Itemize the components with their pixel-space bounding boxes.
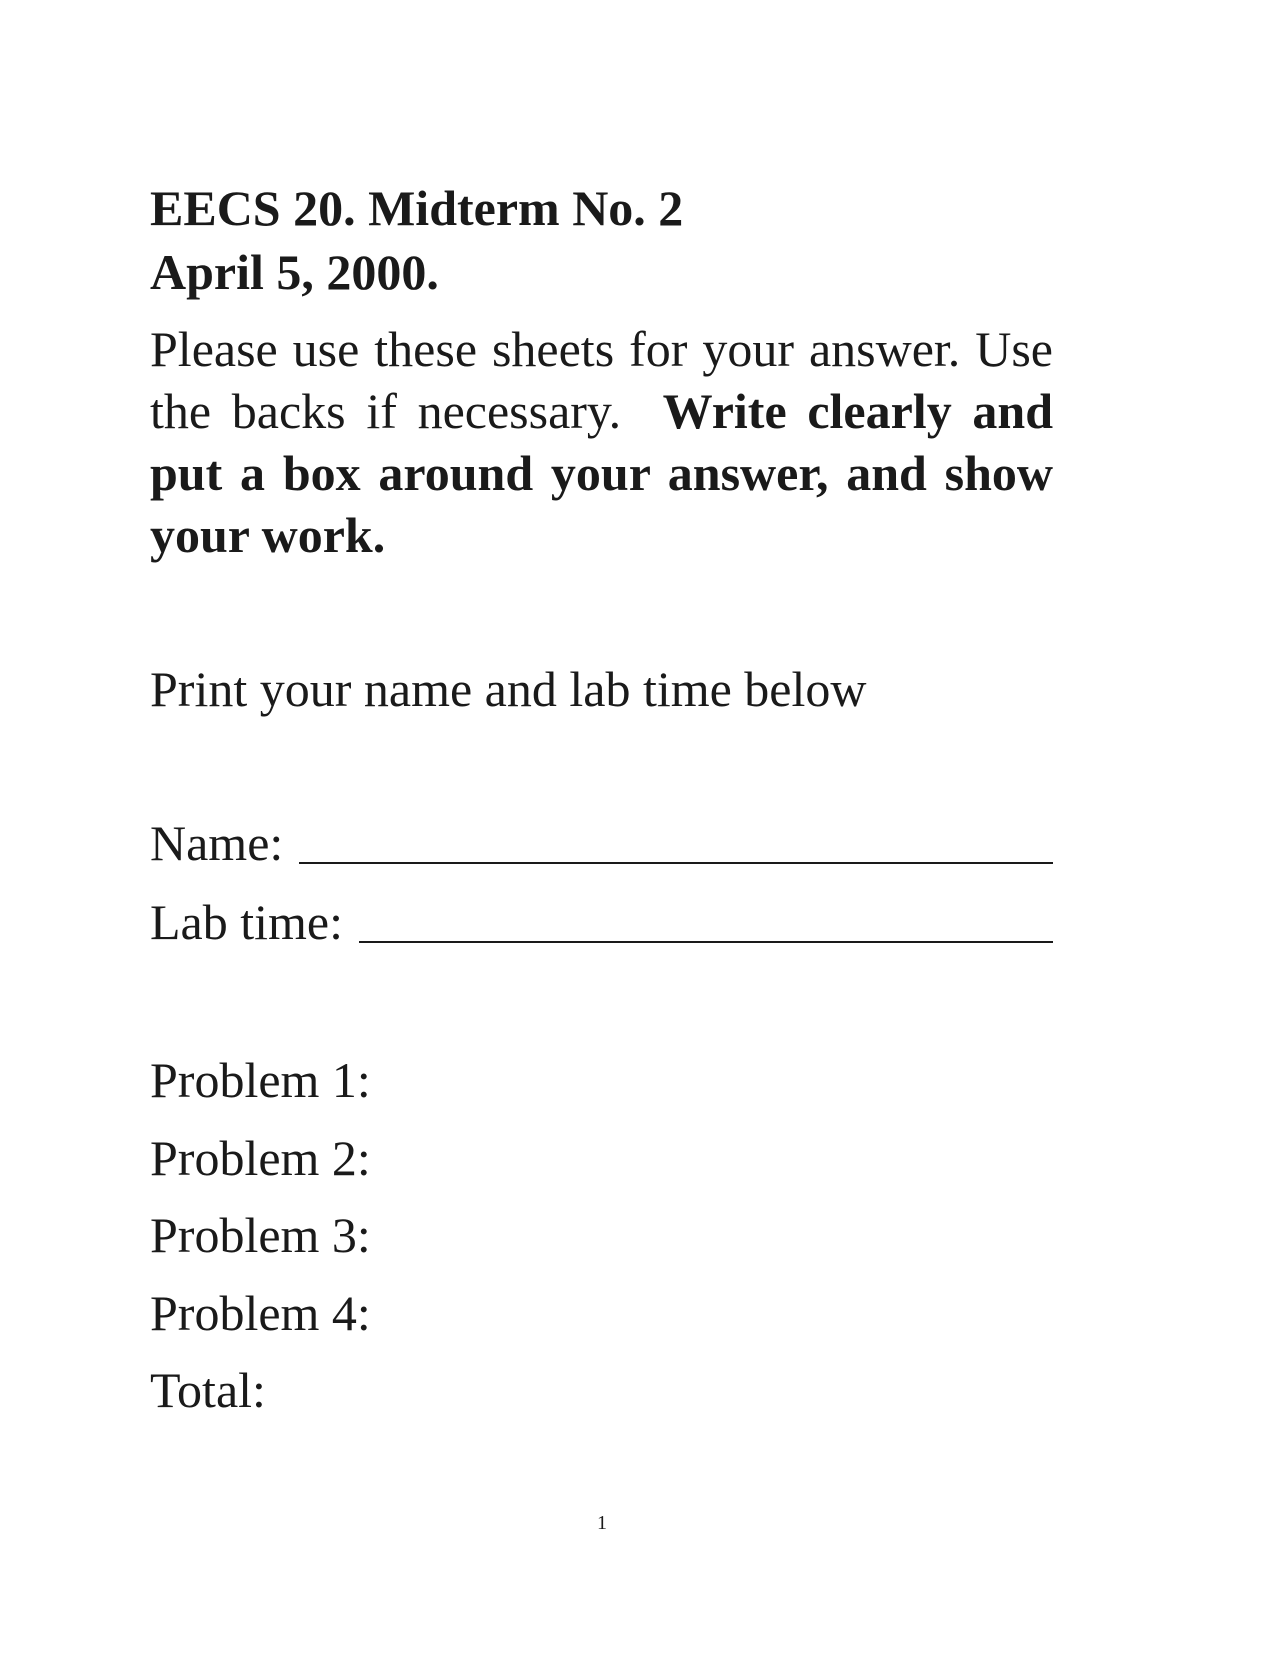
lab-time-blank-line[interactable] bbox=[359, 939, 1053, 943]
score-item-problem-1: Problem 1: bbox=[150, 1052, 371, 1108]
page-number: 1 bbox=[597, 1512, 607, 1534]
score-item-problem-3: Problem 3: bbox=[150, 1207, 371, 1263]
course-title: EECS 20. Midterm No. 2 bbox=[150, 180, 684, 236]
score-item-problem-4: Problem 4: bbox=[150, 1284, 371, 1341]
name-label: Name: bbox=[150, 815, 284, 871]
lab-time-field-row bbox=[150, 891, 1053, 953]
instructions-bold-text: Write clearly and put a box around your answer, and show your work. bbox=[150, 383, 1054, 563]
score-item-total: Total: bbox=[150, 1362, 266, 1418]
name-field-row bbox=[150, 812, 1053, 874]
exam-title-block bbox=[150, 176, 1053, 304]
score-list bbox=[150, 1042, 1053, 1430]
name-lab-prompt: Print your name and lab time below bbox=[150, 661, 867, 717]
instructions-plain-text: Please use these sheets for your answer. Use the backs if necessary. bbox=[150, 321, 1053, 439]
name-blank-line[interactable] bbox=[299, 860, 1053, 864]
lab-time-label: Lab time: bbox=[150, 894, 343, 950]
score-item-problem-2: Problem 2: bbox=[150, 1129, 371, 1186]
exam-date: April 5, 2000. bbox=[150, 244, 439, 300]
instructions-paragraph bbox=[150, 318, 1053, 566]
